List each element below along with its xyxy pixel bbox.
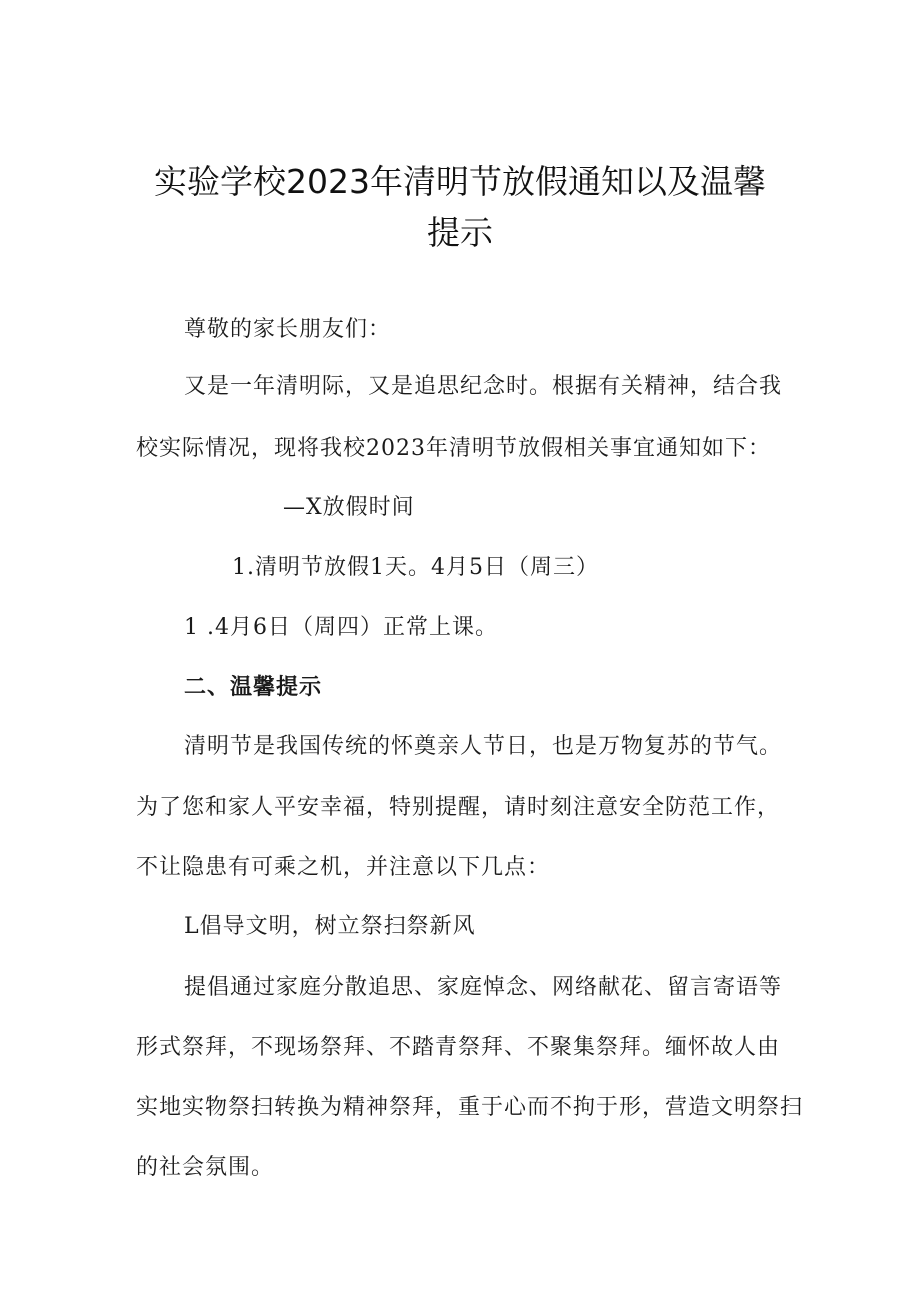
tips-line-2: 为了您和家人平安幸福，特别提醒，请时刻注意安全防范工作， (136, 795, 781, 820)
section-2-heading: 二、温馨提示 (184, 675, 323, 700)
point-1-line-2: 形式祭拜，不现场祭拜、不踏青祭拜、不聚集祭拜。缅怀故人由 (136, 1035, 781, 1060)
tips-line-1: 清明节是我国传统的怀奠亲人节日，也是万物复苏的节气。 (184, 734, 783, 759)
holiday-item-2: 1 .4月6日（周四）正常上课。 (184, 615, 498, 640)
section-1-heading: —X放假时间 (283, 495, 415, 520)
point-1-line-3: 实地实物祭扫转换为精神祭拜，重于心而不拘于形，营造文明祭扫 (136, 1095, 804, 1120)
point-1-line-4: 的社会氛围。 (136, 1155, 275, 1180)
greeting: 尊敬的家长朋友们： (184, 317, 392, 342)
point-1-line-1: 提倡通过家庭分散追思、家庭悼念、网络献花、留言寄语等 (184, 975, 783, 1000)
intro-line-1: 又是一年清明际，又是追思纪念时。根据有关精神，结合我 (184, 374, 783, 399)
intro-line-2: 校实际情况，现将我校2023年清明节放假相关事宜通知如下： (136, 436, 771, 461)
document-title-line-2: 提示 (427, 213, 493, 252)
document-title-line-1: 实验学校2023年清明节放假通知以及温馨 (154, 162, 766, 201)
tips-line-3: 不让隐患有可乘之机，并注意以下几点： (136, 855, 551, 880)
holiday-item-1: 1.清明节放假1天。4月5日（周三） (232, 555, 599, 580)
point-1-heading: L倡导文明，树立祭扫祭新风 (184, 914, 476, 939)
